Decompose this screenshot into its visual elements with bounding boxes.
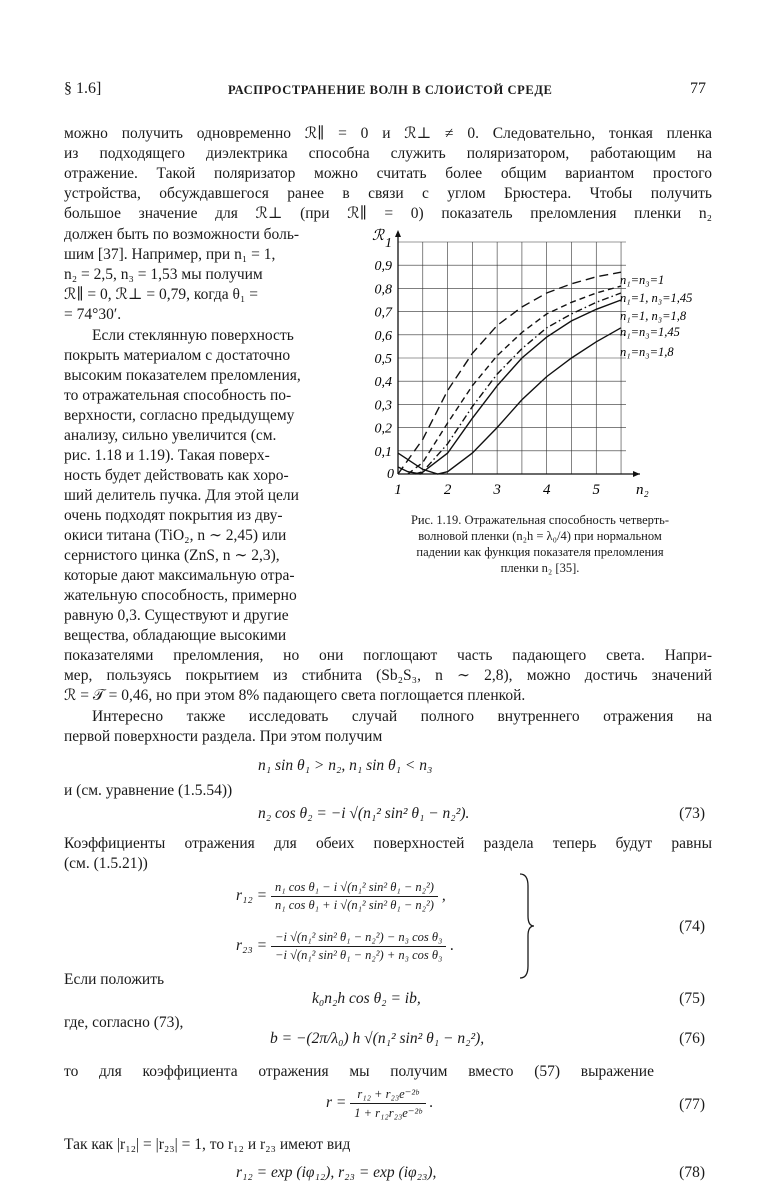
column-line: высоким показателем преломления, bbox=[64, 367, 301, 384]
column-line: ность будет действовать как хоро- bbox=[64, 467, 289, 484]
body-line: Так как |r₁₂| = |r₂₃| = 1, то r₁₂ и r₂₃ имеют вид bbox=[64, 1136, 351, 1153]
body-line: устройства, обсуждавшегося ранее в связи с углом Брюстера. Чтобы получить bbox=[64, 185, 712, 202]
r12-lhs: r₁₂ = bbox=[236, 887, 268, 905]
x-tick-label: 5 bbox=[592, 482, 601, 498]
y-tick-label: 0,3 bbox=[374, 398, 392, 414]
y-tick-label: 0,4 bbox=[374, 375, 392, 391]
column-line: шим [37]. Например, при n₁ = 1, bbox=[64, 246, 276, 263]
y-tick-label: 0,9 bbox=[374, 259, 392, 275]
r23-numerator: −i √(n₁² sin² θ₁ − n₂²) − n₃ cos θ₃ bbox=[271, 930, 446, 947]
equation-73: n₂ cos θ₂ = −i √(n₁² sin² θ₁ − n₂²). bbox=[258, 805, 470, 822]
x-tick-label: 3 bbox=[493, 482, 501, 498]
equation-number: (77) bbox=[679, 1096, 705, 1113]
column-line: очень подходят покрытия из дву- bbox=[64, 507, 283, 524]
body-line: большое значение для ℛ⊥ (при ℛ∥ = 0) показатель преломления пленки n₂ bbox=[64, 205, 712, 222]
body-line: мер, пользуясь покрытием из стибнита (Sb₂S₃, n ∼ 2,8), можно достичь значений bbox=[64, 667, 712, 684]
column-line: покрыть материалом с достаточно bbox=[64, 347, 291, 364]
column-line: ℛ∥ = 0, ℛ⊥ = 0,79, когда θ₁ = bbox=[64, 286, 258, 303]
body-line: Коэффициенты отражения для обеих поверхностей раздела теперь будут равны bbox=[64, 835, 712, 852]
column-line: то отражательная способность по- bbox=[64, 387, 292, 404]
body-line: (см. (1.5.21)) bbox=[64, 855, 148, 872]
series-label: n₁=1, n₃=1,45 bbox=[620, 291, 693, 305]
column-line: анализу, сильно увеличится (см. bbox=[64, 427, 277, 444]
series-line bbox=[398, 328, 621, 474]
r-numerator: r₁₂ + r₂₃e⁻²ᵇ bbox=[350, 1086, 425, 1104]
caption-line: пленки n₂ [35]. bbox=[500, 561, 580, 575]
series-label: n₁=n₃=1,45 bbox=[620, 325, 680, 339]
column-line: ший делитель пучка. Для этой цели bbox=[64, 487, 299, 504]
y-tick-label: 0,2 bbox=[374, 421, 392, 437]
column-line: = 74°30′. bbox=[64, 306, 122, 323]
caption-line: падении как функция показателя преломления bbox=[416, 545, 664, 559]
equation-number: (74) bbox=[679, 918, 705, 935]
reflectance-chart bbox=[362, 228, 712, 500]
equation-78: r₁₂ = exp (iφ₁₂), r₂₃ = exp (iφ₂₃), bbox=[236, 1164, 437, 1181]
body-line: то для коэффициента отражения мы получим вместо (57) выражение bbox=[64, 1063, 654, 1080]
equation-74-r12: r₁₂ = $\frac{\text{n₁ cos θ₁ − i √(n₁² sin² θ₁ − n₂²)}}{\text{n₁ cos θ₁ + i √(n₁² sin² θ₁ − n₂²)}}$ , bbox=[236, 880, 446, 912]
caption-line: Рис. 1.19. Отражательная способность четверть- bbox=[410, 513, 670, 527]
r-lhs: r = bbox=[326, 1094, 347, 1112]
column-line: верхности, согласно предыдущему bbox=[64, 407, 295, 424]
body-line: Интересно также исследовать случай полного внутреннего отражения на bbox=[92, 708, 712, 725]
r23-denominator: −i √(n₁² sin² θ₁ − n₂²) + n₃ cos θ₃ bbox=[275, 948, 443, 962]
column-line: Если стеклянную поверхность bbox=[92, 327, 294, 344]
body-line: первой поверхности раздела. При этом получим bbox=[64, 728, 383, 745]
y-tick-label: 0,7 bbox=[374, 305, 392, 321]
inequality: n₁ sin θ₁ > n₂, n₁ sin θ₁ < n₃ bbox=[258, 757, 433, 774]
body-line: Если положить bbox=[64, 971, 165, 988]
body-line: ℛ = 𝒯 = 0,46, но при этом 8% падающего света поглощается пленкой. bbox=[64, 687, 526, 704]
r-denominator: 1 + r₁₂r₂₃e⁻²ᵇ bbox=[354, 1106, 422, 1120]
column-line: которые дают максимальную отра- bbox=[64, 567, 295, 584]
r12-numerator: n₁ cos θ₁ − i √(n₁² sin² θ₁ − n₂²) bbox=[271, 880, 438, 897]
r23-lhs: r₂₃ = bbox=[236, 937, 268, 955]
equation-75: k₀n₂h cos θ₂ = ib, bbox=[312, 990, 421, 1007]
r12-fraction bbox=[271, 880, 438, 913]
y-tick-label: 0,8 bbox=[374, 282, 392, 298]
equation-77: r = $\frac{\text{r₁₂ + r₂₃e⁻²ᵇ}}{\text{1 + r₁₂r₂₃e⁻²ᵇ}}$ . bbox=[326, 1087, 434, 1120]
x-tick-label: 4 bbox=[542, 482, 551, 498]
column-line: n₂ = 2,5, n₃ = 1,53 мы получим bbox=[64, 266, 263, 283]
x-axis-label: n₂ bbox=[636, 482, 649, 498]
equation-number: (73) bbox=[679, 805, 705, 822]
body-line: отражение. Такой поляризатор можно считать более общим вариантом простого bbox=[64, 165, 712, 182]
section-number: § 1.6] bbox=[64, 80, 102, 97]
y-tick-label: 0,1 bbox=[374, 444, 392, 460]
column-line: рис. 1.18 и 1.19). Такая поверх- bbox=[64, 447, 270, 464]
body-line: можно получить одновременно ℛ∥ = 0 и ℛ⊥ ≠ 0. Следовательно, тонкая пленка bbox=[64, 125, 712, 142]
right-brace bbox=[516, 872, 536, 980]
running-title: РАСПРОСТРАНЕНИЕ ВОЛН В СЛОИСТОЙ СРЕДЕ bbox=[228, 83, 553, 97]
y-tick-label: 1 bbox=[385, 236, 392, 251]
equation-76: b = −(2π/λ₀) h √(n₁² sin² θ₁ − n₂²), bbox=[270, 1030, 485, 1047]
series-line bbox=[415, 293, 621, 474]
figure-caption bbox=[366, 512, 714, 576]
body-line: показателями преломления, но они поглощают часть падающего света. Напри- bbox=[64, 647, 712, 664]
equation-number: (75) bbox=[679, 990, 705, 1007]
x-axis-arrow bbox=[633, 471, 640, 477]
r23-fraction bbox=[271, 930, 446, 963]
y-axis-label: ℛ bbox=[372, 228, 384, 244]
body-line: и (см. уравнение (1.5.54)) bbox=[64, 782, 233, 799]
series-line bbox=[408, 286, 621, 474]
y-tick-label-zero: 0 bbox=[387, 467, 394, 482]
y-tick-label: 0,6 bbox=[374, 328, 392, 344]
x-tick-label: 1 bbox=[394, 482, 402, 498]
column-line: вещества, обладающие высокими bbox=[64, 627, 287, 644]
y-axis-arrow bbox=[395, 230, 401, 237]
series-label: n₁=n₃=1 bbox=[620, 273, 665, 287]
column-line: сернистого цинка (ZnS, n ∼ 2,3), bbox=[64, 547, 280, 564]
r12-denominator: n₁ cos θ₁ + i √(n₁² sin² θ₁ − n₂²) bbox=[275, 898, 434, 912]
series-label: n₁=1, n₃=1,8 bbox=[620, 309, 687, 323]
y-tick-label: 0,5 bbox=[374, 352, 392, 367]
equation-number: (78) bbox=[679, 1164, 705, 1181]
equation-number: (76) bbox=[679, 1030, 705, 1047]
series-line bbox=[398, 272, 621, 474]
r-fraction bbox=[350, 1086, 425, 1121]
column-line: должен быть по возможности боль- bbox=[64, 226, 300, 243]
body-line: где, согласно (73), bbox=[64, 1014, 184, 1031]
caption-line: волновой пленки (n₂h = λ₀/4) при нормальном bbox=[418, 529, 662, 543]
body-line: из подходящего диэлектрика способна служить поляризатором, работающим на bbox=[64, 145, 712, 162]
equation-74-r23: r₂₃ = $\frac{\text{−i √(n₁² sin² θ₁ − n₂²) − n₃ cos θ₃}}{\text{−i √(n₁² sin² θ₁ − n₂²) + n₃ cos θ₃}}$ . bbox=[236, 930, 455, 962]
column-line: окиси титана (TiO₂, n ∼ 2,45) или bbox=[64, 527, 287, 544]
page-number: 77 bbox=[690, 80, 706, 97]
column-line: равную 0,3. Существуют и другие bbox=[64, 607, 289, 624]
x-tick-label: 2 bbox=[443, 482, 452, 498]
series-label: n₁=n₃=1,8 bbox=[620, 345, 674, 359]
column-line: жательную способность, примерно bbox=[64, 587, 297, 604]
